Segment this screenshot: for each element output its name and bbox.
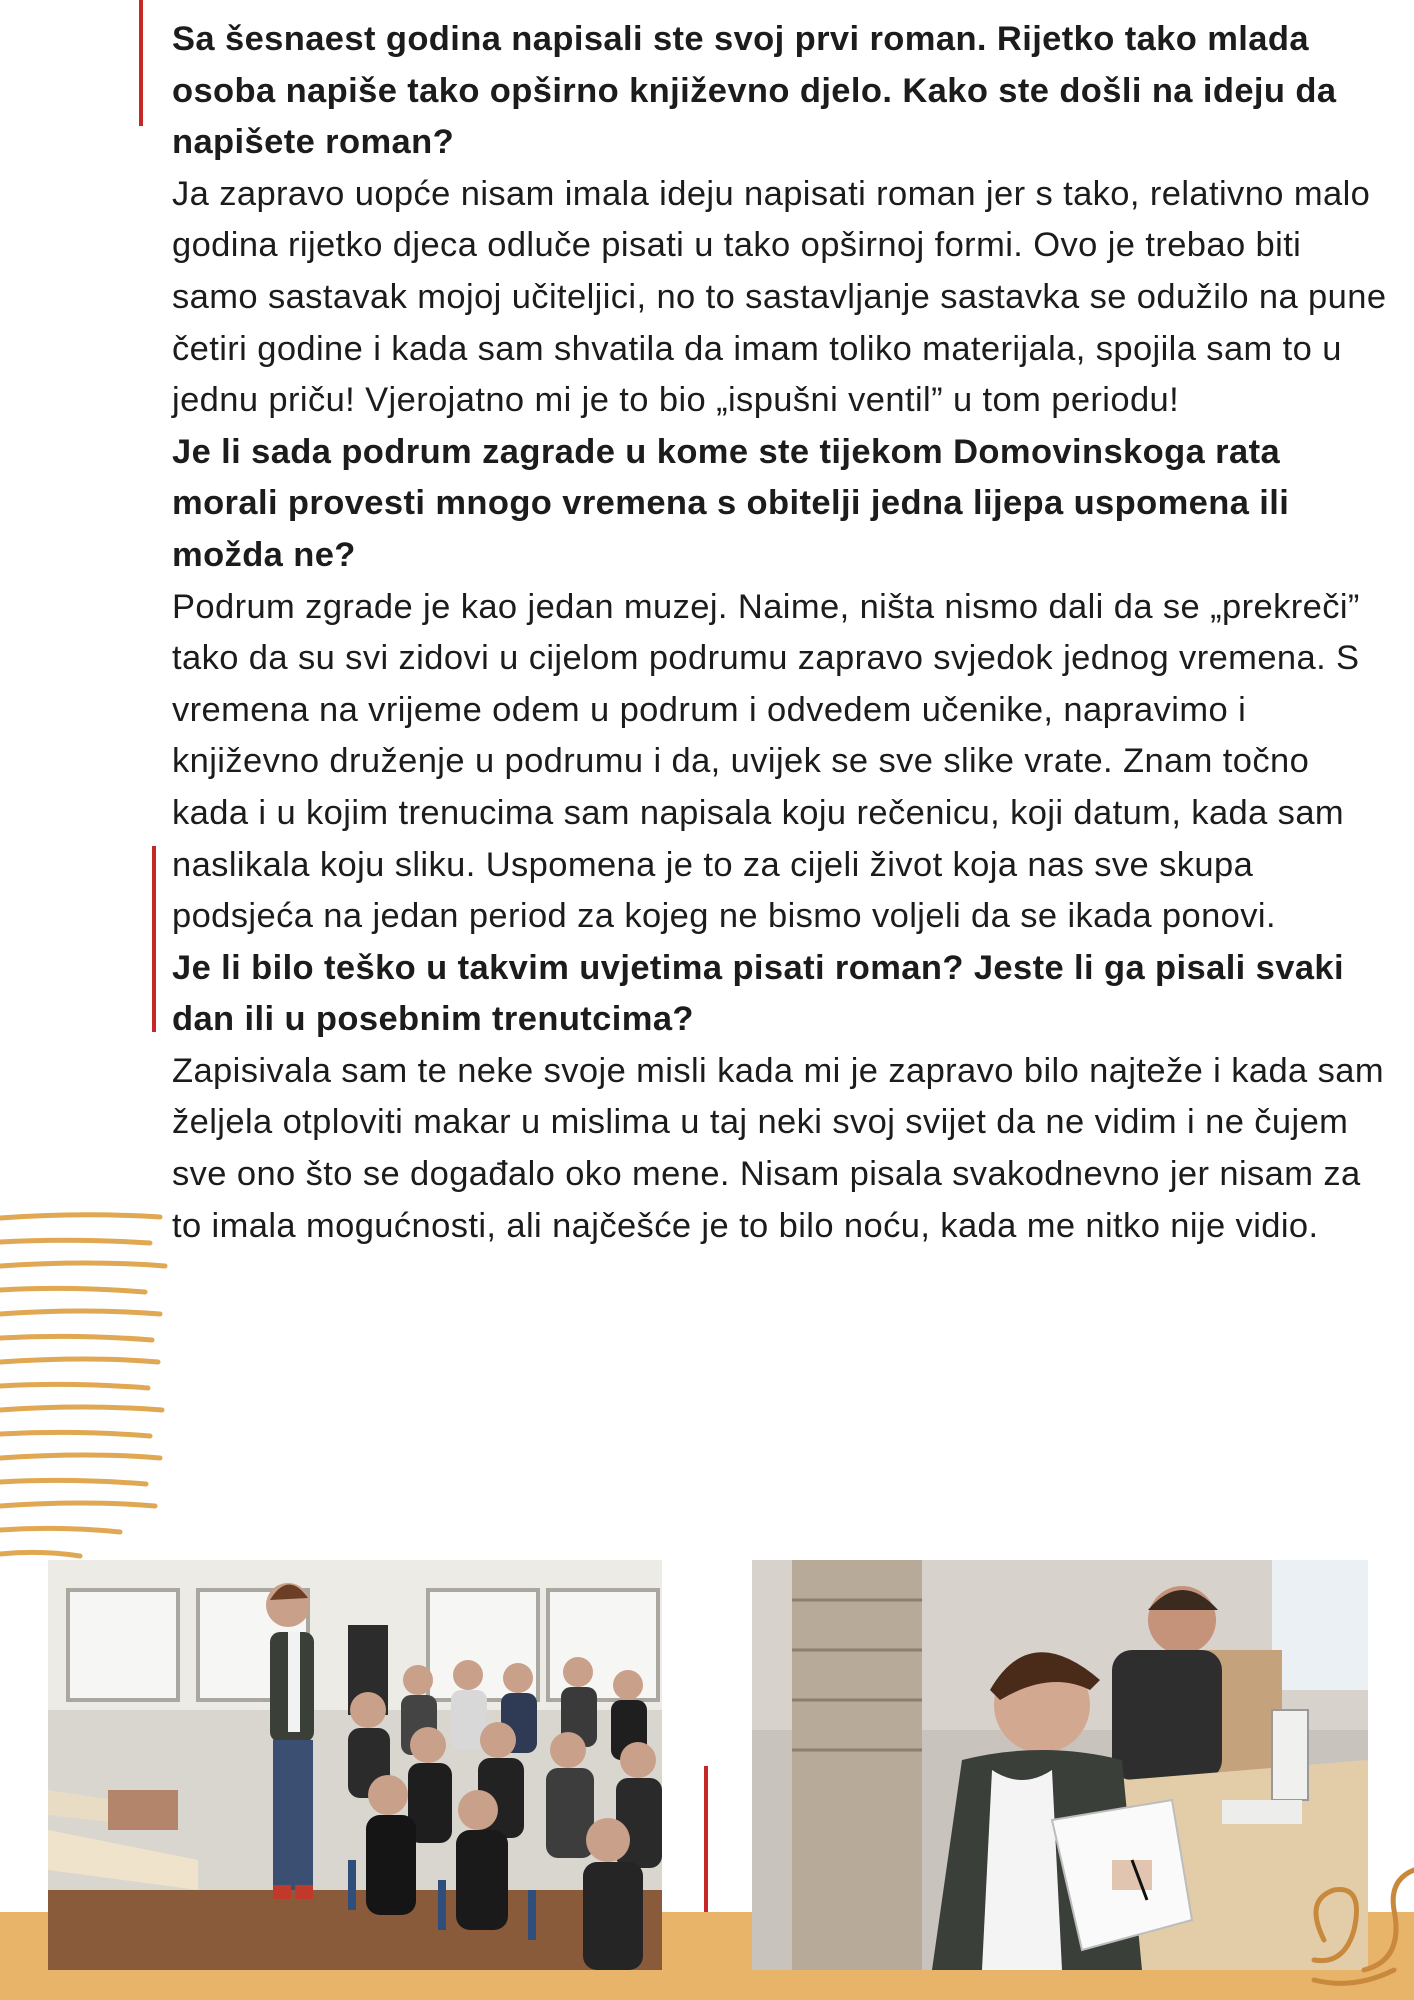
decorative-gold-flourish xyxy=(1304,1820,1414,1990)
red-accent-line-bottom xyxy=(704,1766,708,1916)
red-accent-line-top xyxy=(139,0,143,126)
answer-3: Zapisivala sam te neke svoje misli kada mi je zapravo bilo najteže i kada sam željela otploviti makar u mislima u taj neki svoj svijet da ne vidim i ne čujem sve ono što se događalo oko mene. Nisam pisala svakodnevno jer nisam za to imala mogućnosti, ali najčešće je to bilo noću, kada me nitko nije vidio. xyxy=(172,1051,1385,1245)
question-3: Je li bilo teško u takvim uvjetima pisati roman? Jeste li ga pisali svaki dan ili u posebnim trenutcima? xyxy=(172,948,1344,1039)
red-accent-line-middle xyxy=(152,846,156,1032)
book-signing-photo xyxy=(752,1560,1368,1970)
answer-2: Podrum zgrade je kao jedan muzej. Naime, ništa nismo dali da se „prekreči” tako da su svi zidovi u cijelom podrumu zapravo svjedok jednog vremena. S vremena na vrijeme odem u podrum i odvedem učenike, napravimo i književno druženje u podrumu i da, uvijek se sve slike vrate. Znam točno kada i u kojim trenucima sam napisala koju rečenicu, koji datum, kada sam naslikala koju sliku. Uspomena je to za cijeli život koja nas sve skupa podsjeća na jedan period za kojeg ne bismo voljeli da se ikada ponovi. xyxy=(172,587,1360,936)
classroom-photo xyxy=(48,1560,662,1970)
question-1: Sa šesnaest godina napisali ste svoj prvi roman. Rijetko tako mlada osoba napiše tako opširno književno djelo. Kako ste došli na ideju da napišete roman? xyxy=(172,20,1337,162)
question-2: Je li sada podrum zagrade u kome ste tijekom Domovinskoga rata morali provesti mnogo vremena s obitelji jedna lijepa uspomena ili možda ne? xyxy=(172,432,1290,574)
decorative-gold-stripes xyxy=(0,1210,170,1610)
interview-text xyxy=(172,14,1392,1252)
answer-1: Ja zapravo uopće nisam imala ideju napisati roman jer s tako, relativno malo godina rijetko djeca odluče pisati u tako opširnoj formi. Ovo je trebao biti samo sastavak mojoj učiteljici, no to sastavljanje sastavka se odužilo na pune četiri godine i kada sam shvatila da imam toliko materijala, spojila sam to u jednu priču! Vjerojatno mi je to bio „ispušni ventil” u tom periodu! xyxy=(172,174,1387,420)
